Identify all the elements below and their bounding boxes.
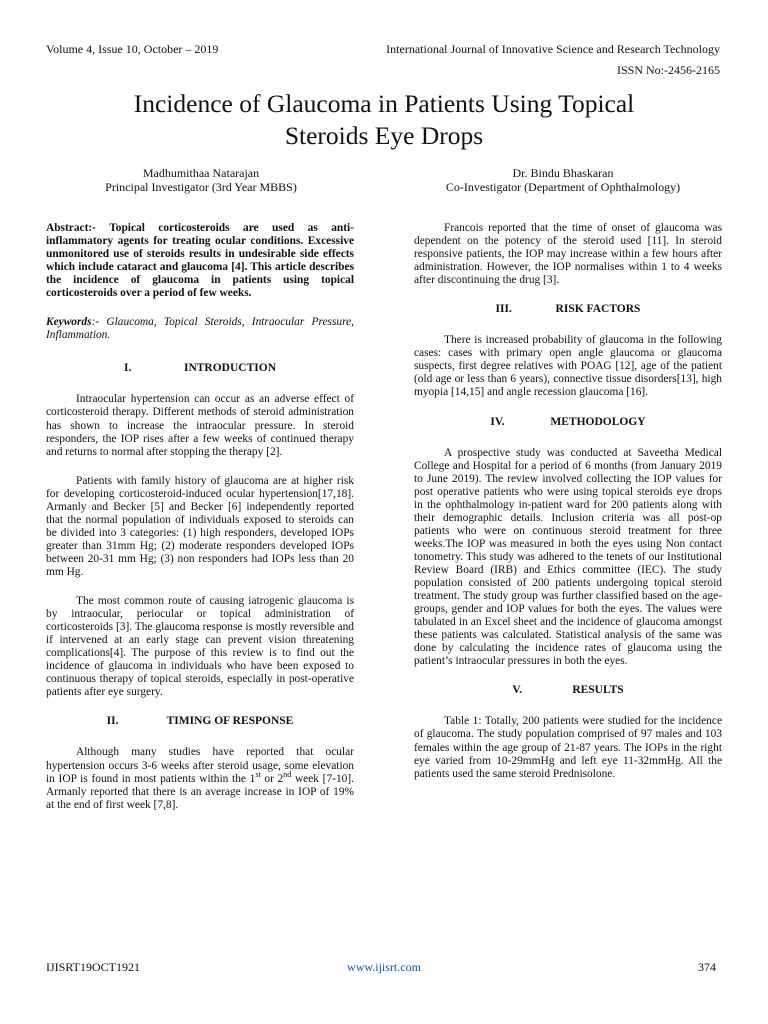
section-heading-results xyxy=(414,684,722,697)
keywords-label: Keywords xyxy=(46,316,92,329)
superscript-st: st xyxy=(255,769,261,779)
paper-title xyxy=(40,88,728,152)
intro-paragraph-3: The most common route of causing iatrogenic glaucoma is by intraocular, periocular or topical administration of corticosteroids [3]. The glaucoma response is mostly reversible and if intervened at an early stage can prevent vision threatening complications[4]. The purpose of this review is to find out the incidence of glaucoma in individuals who have been exposed to continuous therapy of topical steroids, especially in post-operative patients after eye surgery. xyxy=(46,595,354,699)
paper-title-line-1: Incidence of Glaucoma in Patients Using Topical xyxy=(133,89,635,118)
superscript-nd: nd xyxy=(283,769,292,779)
timing-text-a: Although many studies have reported that ocular hypertension occurs 3-6 weeks after steroid usage, some elevation in IOP is found in most patients within the 1 xyxy=(46,746,354,785)
section-title: RESULTS xyxy=(572,684,624,697)
journal-website-link[interactable]: www.ijisrt.com xyxy=(347,960,421,974)
section-title: METHODOLOGY xyxy=(550,415,646,428)
paper-code: IJISRT19OCT1921 xyxy=(46,960,140,974)
issn-number: ISSN No:-2456-2165 xyxy=(616,63,720,77)
risk-paragraph-1: There is increased probability of glaucoma in the following cases: cases with primary open angle glaucoma or glaucoma suspects, first degree relatives with POAG [12], age of the patient (old age or less than 6 years), connective tissue disorders[13], high myopia [14,15] and angle recession glaucoma [16]. xyxy=(414,334,722,399)
section-heading-methodology xyxy=(414,416,722,429)
author-2-role: Co-Investigator (Department of Ophthalmology) xyxy=(445,180,681,194)
onset-paragraph: Francois reported that the time of onset of glaucoma was dependent on the potency of the steroid used [11]. In steroid responsive patients, the IOP may increase within a few hours after administration. However, the IOP normalises within 1 to 4 weeks after discontinuing the drug [3]. xyxy=(414,222,722,287)
author-1-role: Principal Investigator (3rd Year MBBS) xyxy=(105,180,297,194)
right-column xyxy=(414,222,722,797)
author-1 xyxy=(36,166,366,194)
author-2-name: Dr. Bindu Bhaskaran xyxy=(512,166,614,180)
section-heading-risk-factors xyxy=(414,303,722,316)
intro-paragraph-1: Intraocular hypertension can occur as an adverse effect of corticosteroid therapy. Different methods of steroid administration has shown to increase the intraocular pressure. In steroid responders, the IOP rises after a few weeks of continued therapy and returns to normal after stopping the therapy [2]. xyxy=(46,393,354,458)
timing-text-b: or 2 xyxy=(260,772,284,785)
author-2 xyxy=(398,166,728,194)
section-number: V. xyxy=(512,684,523,697)
journal-name: International Journal of Innovative Science and Research Technology xyxy=(386,42,720,56)
section-heading-timing xyxy=(46,715,354,728)
section-number: IV. xyxy=(490,415,505,428)
intro-paragraph-2: Patients with family history of glaucoma are at higher risk for developing corticosteroid-induced ocular hypertension[17,18]. Armanly and Becker [5] and Becker [6] independently reported that the normal population of individuals exposed to steroids can be divided into 3 categories: (1) high responders, developed IOPs greater than 31mm Hg; (2) moderate responders developed IOPs between 20-31 mm Hg; (3) non responders had IOPs less than 20 mm Hg. xyxy=(46,474,354,578)
section-number: II. xyxy=(106,715,119,728)
abstract: Abstract:- Topical corticosteroids are used as anti-inflammatory agents for treating ocular conditions. Excessive unmonitored use of steroids results in undesirable side effects which include cataract and glaucoma [4]. This article describes the incidence of glaucoma in patients using topical corticosteroids over a period of few weeks. xyxy=(46,222,354,300)
left-column xyxy=(46,222,354,828)
section-title: RISK FACTORS xyxy=(555,303,641,316)
section-title: INTRODUCTION xyxy=(183,362,276,375)
methodology-paragraph-1: A prospective study was conducted at Saveetha Medical College and Hospital for a period of 6 months (from January 2019 to June 2019). The review involved collecting the IOP values for post operative patients who were using topical steroids eye drops in the ophthalmology in-patient ward for 200 patients along with their demographic details. Inclusion criteria was all post-op patients who were on continuous steroid treatment for three weeks.The IOP was measured in both the eyes using Non contact tonometry. This study was adhered to the tenets of our Institutional Review Board (IRB) and Ethics committee (IEC). The study population consisted of 200 patients undergoing topical steroid treatment. The study group was further classified based on the age-groups, gender and IOP values for both the eyes. The values were tabulated in an Excel sheet and the incidence of glaucoma amongst these patients was calculated. Statistical analysis of the same was done by calculating the incidence rates of glaucoma using the patient’s intraocular pressures in both the eyes. xyxy=(414,446,722,668)
section-title: TIMING OF RESPONSE xyxy=(166,715,294,728)
results-paragraph-1: Table 1: Totally, 200 patients were studied for the incidence of glaucoma. The study population comprised of 97 males and 103 females within the age group of 21-87 years. The IOPs in the right eye varied from 10-29mmHg and left eye 11-32mmHg. All the patients used the same steroid Prednisolone. xyxy=(414,715,722,780)
section-heading-introduction xyxy=(46,362,354,375)
keywords xyxy=(46,316,354,342)
timing-paragraph-1 xyxy=(46,746,354,811)
timing-text-c: week [7-10]. Armanly reported that there is an average increase in IOP of 19% at the end of first week [7,8]. xyxy=(46,772,354,811)
page-number: 374 xyxy=(698,960,716,974)
section-number: I. xyxy=(123,362,132,375)
section-number: III. xyxy=(495,303,512,316)
volume-issue: Volume 4, Issue 10, October – 2019 xyxy=(46,42,219,56)
author-1-name: Madhumithaa Natarajan xyxy=(142,166,260,180)
paper-title-line-2: Steroids Eye Drops xyxy=(284,121,484,150)
keywords-text: :- Glaucoma, Topical Steroids, Intraocular Pressure, Inflammation. xyxy=(46,316,354,342)
